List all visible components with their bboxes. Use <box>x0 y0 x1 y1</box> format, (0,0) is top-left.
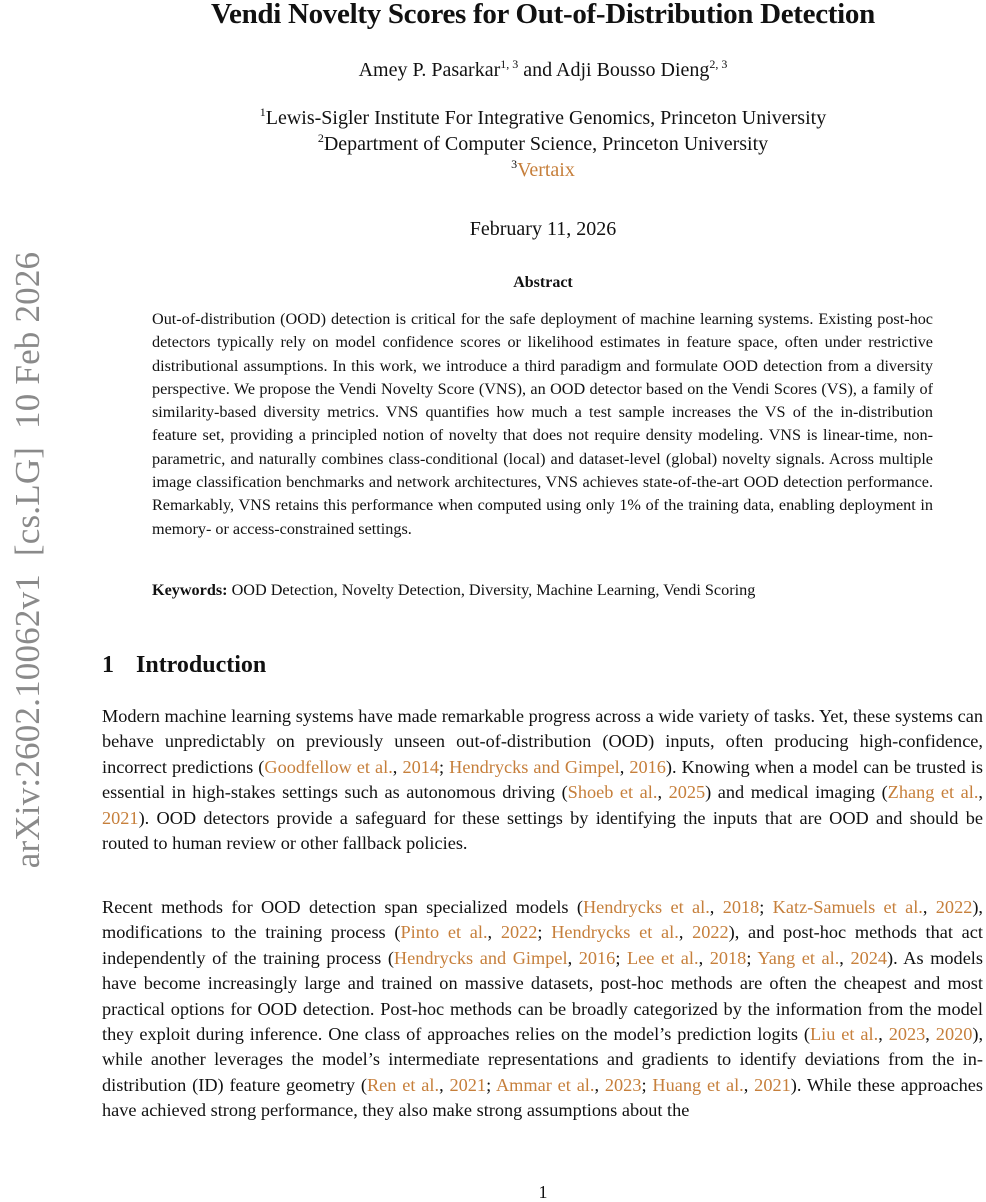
author-affiliation-marker: 1, 3 <box>500 57 519 71</box>
paragraph-text: , <box>567 947 579 968</box>
author-affiliation-marker: 2, 3 <box>709 57 728 71</box>
citation-link[interactable]: Lee et al. <box>627 947 699 968</box>
paragraph-text: , <box>487 922 501 943</box>
paragraph-text: ), modifications to the training process ( <box>102 897 984 943</box>
paragraph-text: ). As models have become increasingly large and trained on massive datasets, post-hoc methods are often the cheapest and most practical options for OOD detection. Post-hoc methods can be broadly categorized by the information from the model they exploit during inference. One class of approaches relies on the model’s prediction logits ( <box>102 947 983 1045</box>
citation-link[interactable]: 2022 <box>935 897 973 917</box>
citation-link[interactable]: 2018 <box>709 947 747 968</box>
citation-link[interactable]: 2022 <box>500 922 538 943</box>
paragraph-text: , <box>709 897 723 917</box>
citation-link[interactable]: 2023 <box>604 1074 642 1095</box>
paragraph-text: , <box>698 947 710 968</box>
paragraph-text: , <box>743 1074 755 1095</box>
paragraph-text: , <box>925 1024 936 1045</box>
paragraph-text: , <box>594 1074 605 1095</box>
affiliation-marker: 1 <box>259 105 266 119</box>
citation-link[interactable]: Zhang et al. <box>887 782 979 803</box>
paragraph-text: ; <box>615 947 627 968</box>
paper-title: Vendi Novelty Scores for Out-of-Distribution Detection <box>211 0 875 30</box>
paragraph-text: , <box>922 897 936 917</box>
author-joiner: and <box>518 59 557 81</box>
paragraph-text: ). Knowing when a model can be trusted is essential in high-stakes settings such as autonomous driving ( <box>102 756 984 803</box>
paragraph-text: ; <box>746 947 758 968</box>
paragraph-text: ). While these approaches have achieved strong performance, they also make strong assumptions about the <box>102 1074 984 1121</box>
author-name: Amey P. Pasarkar <box>358 59 501 81</box>
arxiv-identifier-stamp: arXiv:2602.10062v1 [cs.LG] 10 Feb 2026 <box>8 251 47 869</box>
paragraph-text: ), and post-hoc methods that act independently of the training process ( <box>102 922 983 968</box>
citation-link[interactable]: 2020 <box>935 1024 973 1045</box>
citation-link[interactable]: 2016 <box>578 947 616 968</box>
citation-link[interactable]: 2021 <box>449 1074 487 1095</box>
citation-link[interactable]: 2022 <box>692 922 729 943</box>
citation-link[interactable]: Hendrycks et al. <box>551 922 679 943</box>
affiliation-item <box>100 105 986 131</box>
keywords-label: Keywords: <box>152 581 228 599</box>
paragraph-text: , <box>439 1074 450 1095</box>
citation-link[interactable]: Hendrycks and Gimpel <box>449 756 620 777</box>
paragraph-text: Recent methods for OOD detection span specialized models ( <box>102 897 583 917</box>
paragraph-text: , <box>657 782 669 803</box>
citation-link[interactable]: Katz-Samuels et al. <box>772 897 923 917</box>
affiliation-link[interactable]: Vertaix <box>517 159 575 181</box>
paragraph-text: , <box>839 947 851 968</box>
keywords <box>152 580 933 600</box>
paragraph-text: ; <box>486 1074 496 1095</box>
citation-link[interactable]: Huang et al. <box>652 1074 744 1095</box>
paragraph-text: , <box>878 1024 889 1045</box>
citation-link[interactable]: 2023 <box>888 1024 926 1045</box>
affiliation-list <box>100 105 986 183</box>
paragraph-text: Modern machine learning systems have made remarkable progress across a wide variety of tasks. Yet, these systems can behave unpredictably on previously unseen out-of-distribution (OOD) inputs, often producing high-confidence, incorrect predictions ( <box>102 706 983 777</box>
paragraph-text: ; <box>641 1074 653 1095</box>
affiliation-item <box>100 131 986 157</box>
paragraph-text: ) and medical imaging ( <box>705 782 888 803</box>
citation-link[interactable]: Yang et al. <box>757 947 840 968</box>
citation-link[interactable]: Ammar et al. <box>495 1074 595 1095</box>
affiliation-text: Department of Computer Science, Princeton University <box>323 133 769 155</box>
keywords-text: OOD Detection, Novelty Detection, Diversity, Machine Learning, Vendi Scoring <box>231 581 756 599</box>
affiliation-marker: 3 <box>511 157 518 171</box>
affiliation-marker: 2 <box>317 131 324 145</box>
citation-link[interactable]: 2025 <box>668 782 706 803</box>
section-heading <box>102 650 266 680</box>
citation-link[interactable]: 2024 <box>850 947 888 968</box>
citation-link[interactable]: 2014 <box>402 756 439 777</box>
author-list <box>100 58 986 82</box>
citation-link[interactable]: Liu et al. <box>809 1024 879 1045</box>
paragraph-text: , <box>392 756 403 777</box>
page-number: 1 <box>538 1182 548 1202</box>
citation-link[interactable]: 2021 <box>102 807 139 828</box>
paragraph-text: ; <box>439 756 450 777</box>
affiliation-item <box>100 157 986 183</box>
intro-paragraph-2 <box>102 895 983 1124</box>
citation-link[interactable]: 2021 <box>754 1074 791 1095</box>
paragraph-text: ; <box>759 897 773 917</box>
citation-link[interactable]: Pinto et al. <box>400 922 488 943</box>
citation-link[interactable]: Hendrycks et al. <box>582 897 710 917</box>
citation-link[interactable]: Shoeb et al. <box>567 782 658 803</box>
publication-date: February 11, 2026 <box>469 218 617 240</box>
author-name: Adji Bousso Dieng <box>556 59 710 81</box>
paragraph-text: ; <box>537 922 552 943</box>
paragraph-text: , <box>678 922 693 943</box>
citation-link[interactable]: 2016 <box>629 756 666 777</box>
citation-link[interactable]: 2018 <box>722 897 760 917</box>
paragraph-text: ). OOD detectors provide a safeguard for these settings by identifying the inputs that are OOD and should be routed to human review or other fallback policies. <box>102 807 983 854</box>
paragraph-text: , <box>978 782 983 803</box>
citation-link[interactable]: Goodfellow et al. <box>264 756 393 777</box>
affiliation-text: Lewis-Sigler Institute For Integrative Genomics, Princeton University <box>265 107 827 129</box>
paragraph-text: , <box>619 756 630 777</box>
section-title: Introduction <box>136 652 267 678</box>
section-number: 1 <box>102 652 114 678</box>
citation-link[interactable]: Hendrycks and Gimpel <box>393 947 568 968</box>
abstract-heading: Abstract <box>513 274 573 291</box>
paragraph-text: ), while another leverages the model’s intermediate representations and gradients to identify deviations from the in-distribution (ID) feature geometry ( <box>102 1024 984 1095</box>
intro-paragraph-1 <box>102 704 983 856</box>
abstract-body: Out-of-distribution (OOD) detection is critical for the safe deployment of machine learning systems. Existing post-hoc detectors typically rely on model confidence scores or likelihood estimates in feature space, often under restrictive distributional assumptions. In this work, we introduce a third paradigm and formulate OOD detection from a diversity perspective. We propose the Vendi Novelty Score (VNS), an OOD detector based on the Vendi Scores (VS), a family of similarity-based diversity metrics. VNS quantifies how much a test sample increases the VS of the in-distribution feature set, providing a principled notion of novelty that does not require density modeling. VNS is linear-time, non-parametric, and naturally combines class-conditional (local) and dataset-level (global) novelty signals. Across multiple image classification benchmarks and network architectures, VNS achieves state-of-the-art OOD detection performance. Remarkably, VNS retains this performance when computed using only 1% of the training data, enabling deployment in memory- or access-constrained settings. <box>152 310 933 538</box>
citation-link[interactable]: Ren et al. <box>366 1074 440 1095</box>
